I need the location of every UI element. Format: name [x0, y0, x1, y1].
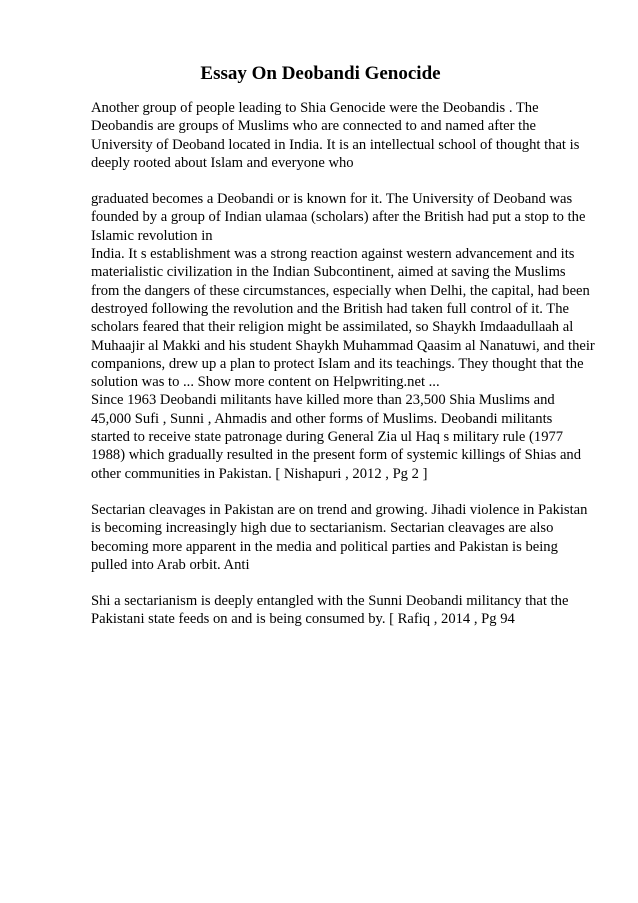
paragraph-line: India. It s establishment was a strong reaction against western advancement and its [91, 246, 575, 263]
paragraph-line: pulled into Arab orbit. Anti [91, 556, 250, 573]
page-title: Essay On Deobandi Genocide [200, 63, 441, 84]
paragraph-line: materialistic civilization in the Indian Subcontinent, aimed at saving the Muslims [91, 264, 566, 281]
paragraph-line: becoming more apparent in the media and political parties and Pakistan is being [91, 538, 558, 555]
paragraph-1 [91, 99, 598, 172]
paragraph-gap [91, 574, 598, 592]
paragraph-gap [91, 172, 598, 190]
paragraph-line: University of Deoband located in India. It is an intellectual school of thought that is [91, 136, 580, 153]
paragraph-line: destroyed following the revolution and the British had taken full control of it. The [91, 300, 569, 317]
paragraph-line: Islamic revolution in [91, 227, 213, 244]
paragraph-line: started to receive state patronage during General Zia ul Haq s military rule (1977 [91, 429, 564, 446]
paragraph-2 [91, 190, 598, 483]
paragraph-line: scholars feared that their religion might be assimilated, so Shaykh Imdaadullaah al [91, 319, 574, 336]
paragraph-line: 45,000 Sufi , Sunni , Ahmadis and other forms of Muslims. Deobandi militants [91, 410, 553, 427]
paragraph-line: Shi a sectarianism is deeply entangled with the Sunni Deobandi militancy that the [91, 593, 569, 610]
paragraph-line: Another group of people leading to Shia Genocide were the Deobandis . The [91, 100, 539, 116]
paragraph-line: Pakistani state feeds on and is being consumed by. [ Rafiq , 2014 , Pg 94 [91, 611, 515, 628]
paragraph-line: Since 1963 Deobandi militants have killed more than 23,500 Shia Muslims and [91, 392, 555, 409]
paragraph-line: deeply rooted about Islam and everyone who [91, 154, 354, 171]
paragraph-line: Muhaajir al Makki and his student Shaykh Muhammad Qaasim al Nanatuwi, and their [91, 337, 595, 354]
paragraph-3 [91, 501, 598, 574]
paragraph-line: 1988) which gradually resulted in the present form of systemic killings of Shias and [91, 447, 582, 464]
paragraph-line: Deobandis are groups of Muslims who are connected to and named after the [91, 118, 536, 135]
paragraph-line: from the dangers of these circumstances, especially when Delhi, the capital, had been [91, 282, 590, 299]
paragraph-line: solution was to ... Show more content on Helpwriting.net ... [91, 374, 440, 391]
paragraph-line: other communities in Pakistan. [ Nishapuri , 2012 , Pg 2 ] [91, 465, 428, 482]
paragraph-line: is becoming increasingly high due to sectarianism. Sectarian cleavages are also [91, 520, 554, 537]
paragraph-gap [91, 483, 598, 501]
paragraph-line: Sectarian cleavages in Pakistan are on trend and growing. Jihadi violence in Pakistan [91, 501, 588, 518]
paragraph-line: founded by a group of Indian ulamaa (scholars) after the British had put a stop to the [91, 209, 586, 226]
paragraph-line: graduated becomes a Deobandi or is known for it. The University of Deoband was [91, 191, 573, 208]
paragraph-4 [91, 592, 598, 629]
paragraph-line: companions, drew up a plan to protect Islam and its teachings. They thought that the [91, 355, 584, 372]
